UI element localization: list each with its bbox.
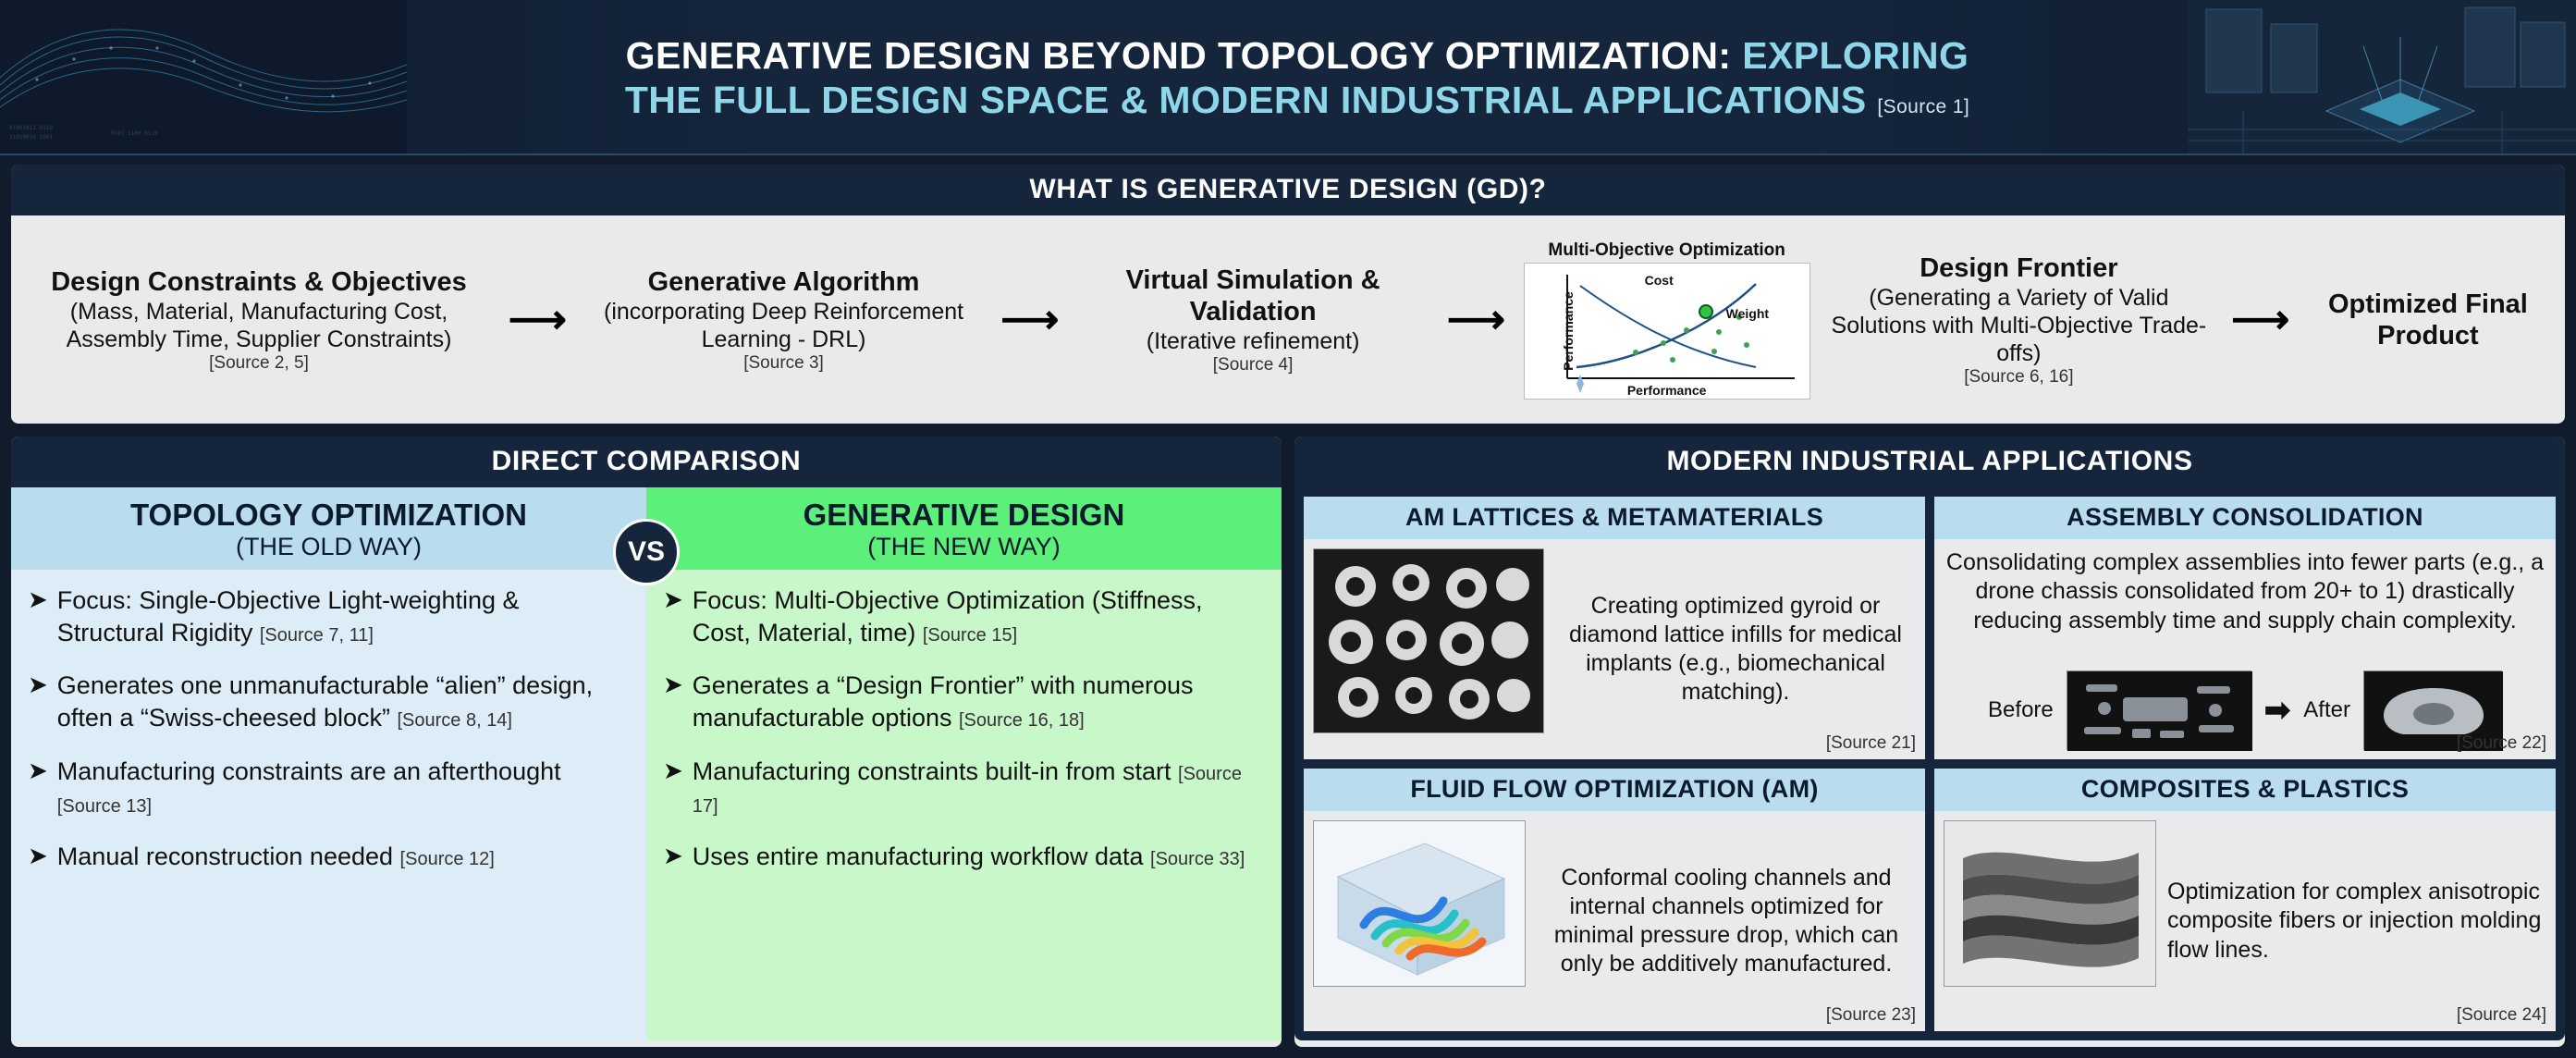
bullet-text [57,756,630,820]
bullet-source: [Source 17] [692,763,1242,817]
header-bold-title: GENERATIVE DESIGN [625,33,1032,77]
chevron-right-icon: ➤ [28,756,48,784]
cfd-channels-svg [1314,821,1526,987]
app-card-3-body [1934,811,2556,1031]
what-is-gd-panel [11,165,2565,424]
generative-header [646,487,1282,570]
mini-chart-plot [1524,263,1810,400]
svg-text:01001011 0110: 01001011 0110 [9,125,53,131]
bullet-text [693,584,1265,649]
applications-grid [1294,487,2565,1040]
list-item [663,584,1265,649]
direct-comparison-panel [11,437,1282,1047]
mini-chart-title: Multi-Objective Optimization [1548,240,1785,260]
gd-step-1-source: [Source 3] [743,353,824,374]
bullet-text [57,584,630,649]
list-item [28,756,630,820]
app-card-2-body [1304,811,1925,1031]
gyroid-lattice-image [1313,548,1544,733]
app-card-assembly-consolidation [1934,497,2556,759]
list-item [28,584,630,649]
app-card-1-text: Consolidating complex assemblies into fewer parts (e.g., a drone chassis consolidated from 20+ to 1) drastically reducing assembly time and supply chain complexity. [1945,549,2545,634]
after-label: After [2303,697,2350,722]
topology-subheading: (THE OLD WAY) [236,532,422,560]
app-card-lattices [1304,497,1925,759]
wave-graphic [0,0,407,155]
list-item [663,841,1265,873]
vs-badge: VS [613,519,680,585]
bullet-main: Focus: Single-Objective Light-weighting & Structural Rigidity [56,586,520,647]
header-banner [0,0,2576,155]
composite-layers-svg [1944,821,2156,987]
flow-arrow-icon-3: ⟶ [1446,297,1505,342]
mini-chart-y-label: Performance [1560,291,1576,371]
gd-step-frontier [1824,252,2213,388]
comparison-column-topology [11,487,646,1040]
generative-heading: GENERATIVE DESIGN [803,498,1125,532]
app-card-0-title: AM LATTICES & METAMATERIALS [1304,497,1925,539]
bullet-text [693,670,1265,734]
gd-step-0-source: [Source 2, 5] [209,353,309,374]
header-subtitle: THE FULL DESIGN SPACE & MODERN INDUSTRIAL APPLICATIONS [624,79,1867,121]
mini-chart-x-label: Performance [1626,383,1707,398]
list-item [663,670,1265,734]
mini-chart-cost-label: Cost [1644,273,1674,288]
generative-subheading: (THE NEW WAY) [867,532,1061,560]
cooling-channel-cfd-image [1313,820,1526,987]
app-card-1-source: [Source 22] [2456,733,2546,753]
gd-flow [11,215,2565,423]
header-title-accent: EXPLORING [1742,33,1969,77]
drone-chassis-image [2067,670,2251,750]
chevron-right-icon: ➤ [663,585,683,614]
app-card-3-title: COMPOSITES & PLASTICS [1934,769,2556,811]
what-is-gd-title: WHAT IS GENERATIVE DESIGN (GD)? [11,165,2565,215]
bullet-main: Generates one unmanufacturable “alien” design, often a “Swiss-cheesed block” [56,671,594,732]
bullet-source: [Source 16, 18] [958,710,1085,732]
app-card-3-text: Optimization for complex anisotropic composite fibers or injection molding flow lines. [2167,879,2542,963]
bullet-main: Uses entire manufacturing workflow data [692,842,1151,870]
bullet-source: [Source 8, 14] [397,710,512,732]
svg-text:0101 1100 0110: 0101 1100 0110 [111,130,158,137]
app-card-2-text: Conformal cooling channels and internal channels optimized for minimal pressure drop, which can only be additively manufactured. [1553,864,1899,978]
app-card-2-title: FLUID FLOW OPTIMIZATION (AM) [1304,769,1925,811]
bullet-main: Manufacturing constraints built-in from start [692,757,1179,785]
list-item [28,670,630,734]
bullet-main: Generates a “Design Frontier” with numerous manufacturable options [692,671,1194,732]
bullet-text [57,670,630,734]
flow-arrow-icon-4: ⟶ [2231,297,2290,342]
composite-layers-image [1944,820,2156,987]
gd-step-0-desc: (Mass, Material, Manufacturing Cost, Assembly Time, Supplier Constraints) [66,299,452,353]
flow-arrow-icon-2: ⟶ [1000,297,1060,342]
svg-text:11010010 1001: 11010010 1001 [9,134,53,141]
gd-step-3-source: [Source 6, 16] [1964,367,2074,388]
mini-chart-weight-label: Weight [1725,306,1770,321]
app-card-3-source: [Source 24] [2456,1005,2546,1025]
comparison-column-generative [646,487,1282,1040]
comparison-body [11,487,1282,1040]
list-item [663,756,1265,820]
gd-step-0-title: Design Constraints & Objectives [51,266,467,297]
app-card-0-source: [Source 21] [1825,733,1916,753]
gd-step-constraints [28,266,490,374]
header-title-block [407,0,2188,155]
header-title-rest: BEYOND TOPOLOGY OPTIMIZATION: [1031,33,1743,77]
bullet-source: [Source 7, 11] [259,625,374,646]
bullet-text [693,841,1245,873]
bullet-source: [Source 13] [56,795,153,817]
gd-step-2-title: Virtual Simulation & Validation [1125,264,1380,326]
bullet-source: [Source 12] [399,848,495,869]
chevron-right-icon: ➤ [663,841,683,869]
chevron-right-icon: ➤ [28,585,48,614]
gd-step-2-source: [Source 4] [1212,355,1294,375]
gd-step-3-desc: (Generating a Variety of Valid Solutions with Multi-Objective Trade-offs) [1831,285,2207,367]
before-label: Before [1988,697,2054,722]
header-source: [Source 1] [1877,96,1970,117]
gyroid-lattice-svg [1314,549,1544,733]
app-card-composites [1934,769,2556,1031]
gd-step-2-desc: (Iterative refinement) [1146,328,1360,355]
topology-heading: TOPOLOGY OPTIMIZATION [129,498,528,532]
topology-header [11,487,646,570]
list-item [28,841,630,873]
flow-arrow-icon: ⟶ [508,297,567,342]
gd-step-4-title: Optimized Final Product [2327,289,2528,351]
drone-parts-svg [2067,671,2252,751]
bullet-text [57,841,495,873]
before-after-arrow-icon: ➡ [2263,693,2291,728]
app-card-1-title: ASSEMBLY CONSOLIDATION [1934,497,2556,539]
app-card-0-body [1304,539,1925,759]
direct-comparison-title: DIRECT COMPARISON [11,437,1282,487]
generative-bullets [646,570,1282,873]
industrial-applications-panel [1294,437,2565,1047]
bullet-source: [Source 33] [1150,848,1245,869]
app-card-0-text: Creating optimized gyroid or diamond lattice infills for medical implants (e.g., biomechanical matching). [1569,592,1902,706]
industrial-applications-title: MODERN INDUSTRIAL APPLICATIONS [1294,437,2565,487]
bullet-text [693,756,1265,820]
bullet-source: [Source 15] [922,625,1018,646]
gd-step-1-title: Generative Algorithm [647,266,920,297]
chevron-right-icon: ➤ [663,756,683,784]
chevron-right-icon: ➤ [663,670,683,699]
app-card-1-body [1934,539,2556,759]
chip-graphic [2188,0,2576,155]
gd-step-1-desc: (incorporating Deep Reinforcement Learning - DRL) [604,299,964,353]
app-card-fluid-flow [1304,769,1925,1031]
header-line-1 [626,33,1969,78]
bullet-main: Manufacturing constraints are an afterthought [56,757,561,785]
gd-step-algorithm [585,266,983,374]
bullet-main: Focus: Multi-Objective Optimization (Stiffness, Cost, Material, time) [692,586,1203,647]
chevron-right-icon: ➤ [28,670,48,699]
chevron-right-icon: ➤ [28,841,48,869]
gd-step-final-product [2308,289,2548,351]
topology-bullets [11,570,646,873]
app-card-2-source: [Source 23] [1825,1005,1916,1025]
gd-step-3-title: Design Frontier [1920,252,2118,283]
bullet-main: Manual reconstruction needed [56,842,400,870]
multi-objective-chart [1524,240,1810,400]
gd-step-simulation [1077,264,1429,375]
header-line-2 [625,78,1969,122]
